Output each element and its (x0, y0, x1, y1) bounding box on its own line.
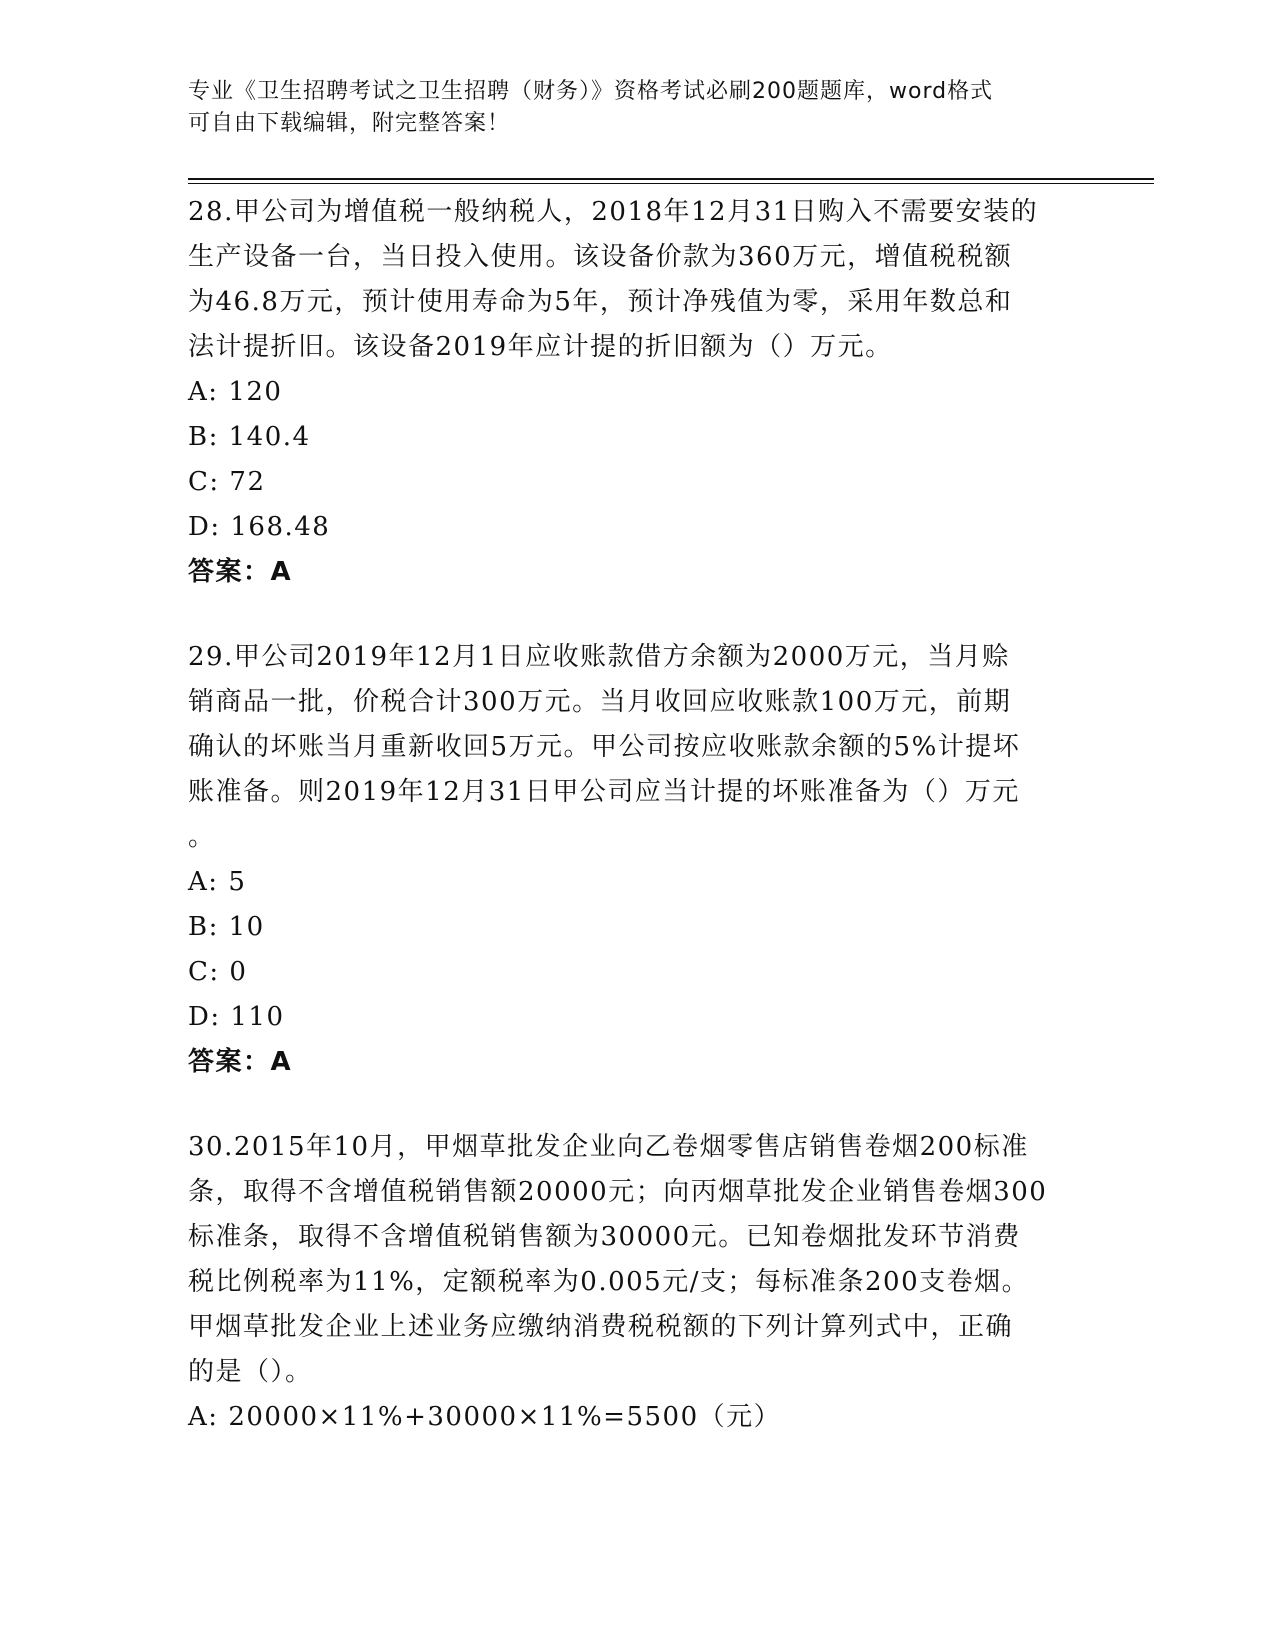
option-text: 140.4 (228, 422, 311, 452)
stem-line: 条，取得不含增值税销售额20000元；向丙烟草批发企业销售卷烟300 (188, 1177, 1048, 1207)
option-label: C: (188, 467, 220, 497)
stem-line: 的是（）。 (188, 1357, 313, 1387)
option-c (188, 950, 1088, 995)
option-label: A: (188, 1402, 219, 1432)
stem-line: 账准备。则2019年12月31日甲公司应当计提的坏账准备为（）万元 (188, 777, 1020, 807)
option-label: D: (188, 512, 221, 542)
option-d (188, 995, 1088, 1040)
question-stem (188, 190, 1088, 370)
option-label: D: (188, 1002, 221, 1032)
option-label: B: (188, 422, 219, 452)
option-label: A: (188, 867, 219, 897)
stem-line: 甲烟草批发企业上述业务应缴纳消费税税额的下列计算列式中，正确 (188, 1312, 1014, 1342)
option-label: A: (188, 377, 219, 407)
option-b (188, 905, 1088, 950)
answer-line: 答案：A (188, 1047, 293, 1077)
option-text: 72 (229, 467, 266, 497)
option-text: 0 (229, 957, 248, 987)
stem-line: 28.甲公司为增值税一般纳税人，2018年12月31日购入不需要安装的 (188, 197, 1039, 227)
question-stem (188, 1125, 1088, 1395)
stem-line: 为46.8万元，预计使用寿命为5年，预计净残值为零，采用年数总和 (188, 287, 1013, 317)
option-c (188, 460, 1088, 505)
header-divider-thin (188, 183, 1154, 184)
stem-line: 30.2015年10月，甲烟草批发企业向乙卷烟零售店销售卷烟200标准 (188, 1132, 1029, 1162)
stem-line: 法计提折旧。该设备2019年应计提的折旧额为（）万元。 (188, 332, 893, 362)
question-29 (188, 635, 1088, 1085)
option-label: B: (188, 912, 219, 942)
option-a (188, 1395, 1088, 1440)
option-label: C: (188, 957, 220, 987)
question-list (188, 190, 1088, 1480)
option-text: 5 (228, 867, 247, 897)
stem-line: 销商品一批，价税合计300万元。当月收回应收账款100万元，前期 (188, 687, 1012, 717)
option-text: 168.48 (230, 512, 331, 542)
stem-line: 生产设备一台，当日投入使用。该设备价款为360万元，增值税税额 (188, 242, 1013, 272)
question-30 (188, 1125, 1088, 1440)
option-text: 10 (228, 912, 265, 942)
header-divider-thick (188, 178, 1154, 180)
document-header (188, 76, 1068, 140)
stem-line: 税比例税率为11%，定额税率为0.005元/支；每标准条200支卷烟。 (188, 1267, 1030, 1297)
option-text: 120 (228, 377, 283, 407)
option-a (188, 860, 1088, 905)
stem-line: 29.甲公司2019年12月1日应收账款借方余额为2000万元，当月赊 (188, 642, 1010, 672)
option-b (188, 415, 1088, 460)
option-a (188, 370, 1088, 415)
header-line: 专业《卫生招聘考试之卫生招聘（财务）》资格考试必刷200题题库，word格式 (188, 79, 994, 104)
option-text: 110 (230, 1002, 285, 1032)
question-stem (188, 635, 1088, 860)
stem-line: 。 (188, 822, 216, 852)
answer-line: 答案：A (188, 557, 293, 587)
stem-line: 标准条，取得不含增值税销售额为30000元。已知卷烟批发环节消费 (188, 1222, 1021, 1252)
option-d (188, 505, 1088, 550)
stem-line: 确认的坏账当月重新收回5万元。甲公司按应收账款余额的5%计提坏 (188, 732, 1021, 762)
option-text: 20000×11%+30000×11%=5500（元） (228, 1402, 782, 1432)
header-line: 可自由下载编辑，附完整答案！ (188, 111, 511, 136)
question-28 (188, 190, 1088, 595)
